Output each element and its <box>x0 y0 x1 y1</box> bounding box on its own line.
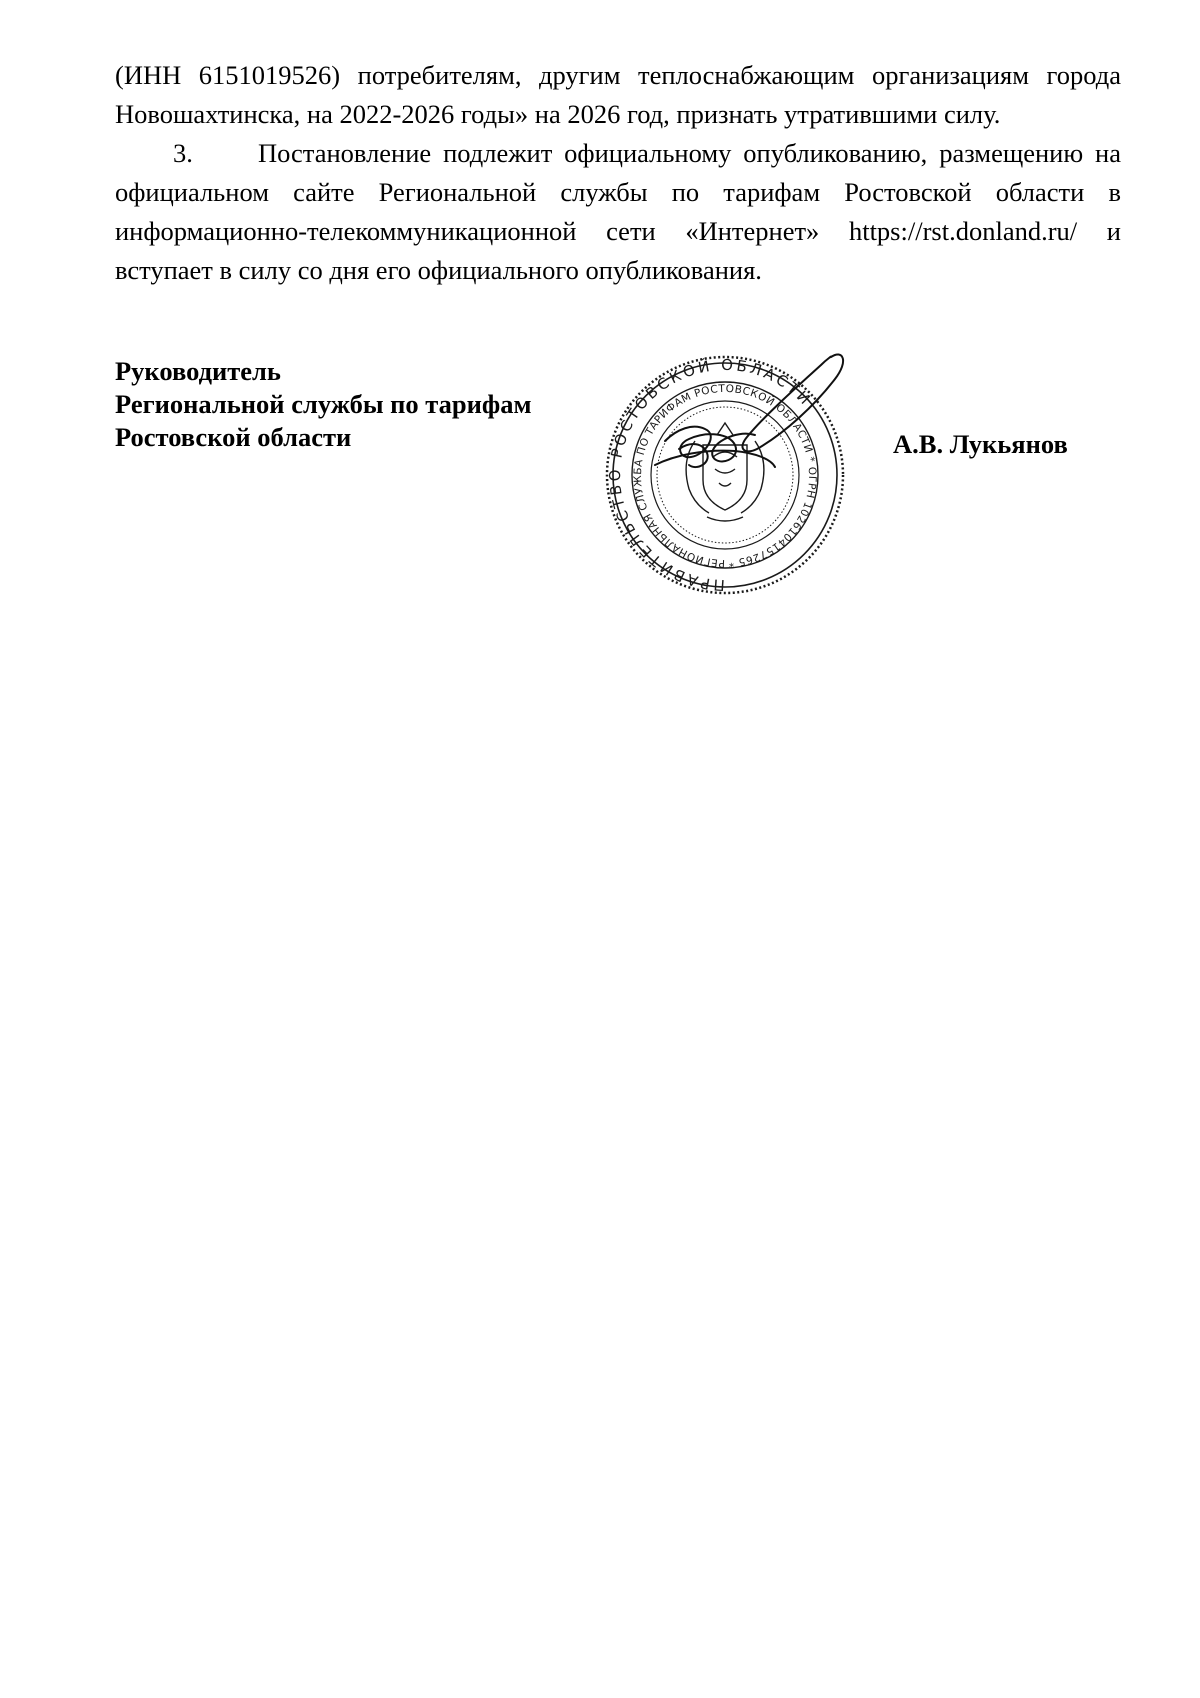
continuation-paragraph: (ИНН 6151019526) потребителям, другим теплоснабжающим организациям города Новошахтинска, на 2022-2026 годы» на 2026 год, признать утратившими силу. <box>115 60 1121 129</box>
stamp-outer-text: ПРАВИТЕЛЬСТВО РОСТОВСКОЙ ОБЛАСТИ <box>605 355 816 595</box>
signatory-name: А.В. Лукьянов <box>893 429 1068 459</box>
position-line-1: Руководитель <box>115 356 281 386</box>
position-line-2: Региональной службы по тарифам <box>115 389 532 419</box>
position-line-3: Ростовской области <box>115 422 352 452</box>
document-body <box>115 56 1121 290</box>
stamp-inner-text: РЕГИОНАЛЬНАЯ СЛУЖБА ПО ТАРИФАМ РОСТОВСКОЙ ОБЛАСТИ * ОГРН 1026104157265 * <box>631 382 819 570</box>
signatory-position <box>115 355 532 454</box>
official-stamp-icon <box>595 345 855 610</box>
item-3-text: Постановление подлежит официальному опубликованию, размещению на официальном сайте Региональной службы по тарифам Ростовской области в информационно-телекоммуникационной сети «Интернет» https://rst.donland.ru/ и вступает в силу со дня его официального опубликования. <box>115 138 1121 285</box>
item-number: 3. <box>173 138 193 168</box>
coat-of-arms-icon <box>686 423 764 521</box>
item-3-paragraph <box>115 134 1121 290</box>
